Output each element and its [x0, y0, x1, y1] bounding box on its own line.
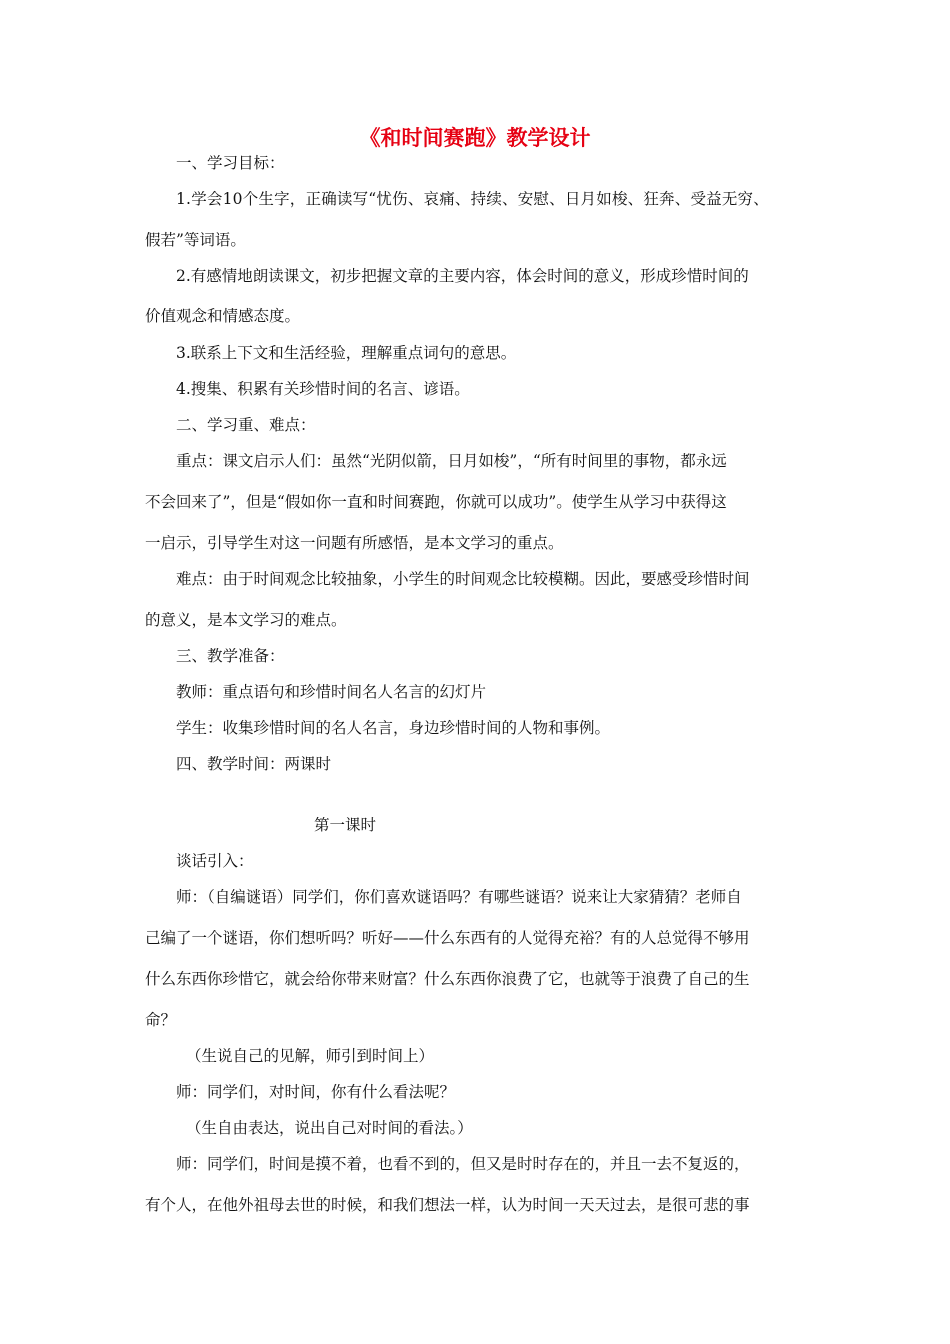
- goal-3: 3.联系上下文和生活经验，理解重点词句的意思。: [176, 344, 517, 362]
- riddle-line-4: 命？: [145, 1011, 177, 1029]
- stage-note-1: （生说自己的见解，师引到时间上）: [186, 1047, 435, 1065]
- section-heading-key-points: 二、学习重、难点：: [176, 416, 316, 434]
- document-title: 《和时间赛跑》教学设计: [359, 126, 591, 150]
- key-point-line-2: 不会回来了”，但是“假如你一直和时间赛跑，你就可以成功”。使学生从学习中获得这: [145, 493, 727, 511]
- goal-2-line-1: 2.有感情地朗读课文，初步把握文章的主要内容，体会时间的意义，形成珍惜时间的: [176, 267, 749, 285]
- key-point-line-1: 重点：课文启示人们：虽然“光阴似箭，日月如梭”，“所有时间里的事物，都永远: [176, 452, 727, 470]
- difficult-point-line-1: 难点：由于时间观念比较抽象，小学生的时间观念比较模糊。因此，要感受珍惜时间: [176, 570, 750, 588]
- teacher-speech-line-1: 师：同学们，时间是摸不着，也看不到的，但又是时时存在的，并且一去不复返的，: [176, 1155, 750, 1173]
- riddle-line-3: 什么东西你珍惜它，就会给你带来财富？什么东西你浪费了它，也就等于浪费了自己的生: [145, 970, 750, 988]
- teacher-question: 师：同学们，对时间，你有什么看法呢？: [176, 1083, 456, 1101]
- goal-1-line-2: 假若”等词语。: [145, 231, 246, 249]
- lesson-title: 第一课时: [314, 816, 377, 834]
- difficult-point-line-2: 的意义，是本文学习的难点。: [145, 611, 347, 629]
- goal-4: 4.搜集、积累有关珍惜时间的名言、谚语。: [176, 380, 470, 398]
- teacher-speech-line-2: 有个人，在他外祖母去世的时候，和我们想法一样，认为时间一天天过去，是很可悲的事: [145, 1196, 750, 1214]
- section-heading-preparation: 三、教学准备：: [176, 647, 285, 665]
- section-heading-time: 四、教学时间：两课时: [176, 755, 332, 773]
- preparation-student: 学生：收集珍惜时间的名人名言，身边珍惜时间的人物和事例。: [176, 719, 611, 737]
- preparation-teacher: 教师：重点语句和珍惜时间名人名言的幻灯片: [176, 683, 487, 701]
- intro-heading: 谈话引入：: [176, 852, 254, 870]
- stage-note-2: （生自由表达，说出自己对时间的看法。）: [186, 1119, 473, 1137]
- goal-2-line-2: 价值观念和情感态度。: [145, 307, 301, 325]
- riddle-line-1: 师：（自编谜语）同学们，你们喜欢谜语吗？有哪些谜语？说来让大家猜猜？老师自: [176, 888, 742, 906]
- goal-1-line-1: 1.学会10个生字，正确读写“忧伤、哀痛、持续、安慰、日月如梭、狂奔、受益无穷、: [176, 190, 769, 208]
- riddle-line-2: 己编了一个谜语，你们想听吗？听好——什么东西有的人觉得充裕？有的人总觉得不够用: [145, 929, 750, 947]
- section-heading-goals: 一、学习目标：: [176, 154, 285, 172]
- key-point-line-3: 一启示，引导学生对这一问题有所感悟，是本文学习的重点。: [145, 534, 564, 552]
